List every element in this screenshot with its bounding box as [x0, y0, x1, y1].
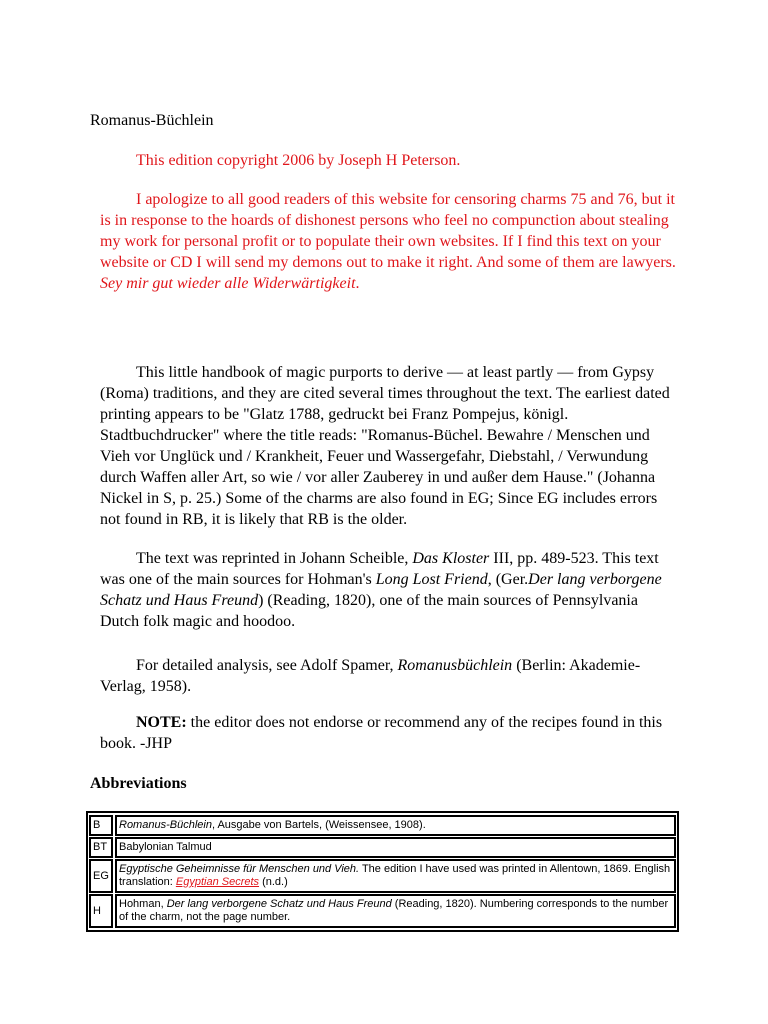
analysis-italic-b: Romanusbüchlein	[397, 657, 513, 674]
abbr-pre: Hohman,	[119, 898, 167, 910]
apology-paragraph	[100, 189, 678, 294]
abbr-italic: Egyptische Geheimnisse für Menschen und Vieh.	[119, 863, 360, 875]
reprint-text-c: III, pp. 489-523. This text was one of the main sources for Hohman's	[100, 550, 659, 588]
reprint-paragraph	[100, 548, 678, 632]
abbr-key: H	[89, 894, 113, 928]
analysis-paragraph	[100, 655, 678, 697]
intro-text: This little handbook of magic purports to derive — at least partly — from Gypsy (Roma) traditions, and they are cited several times throughout the text. The earliest dated printing appears to be "Glatz 1788, gedruckt bei Franz Pompejus, königl. Stadtbuchdrucker" where the title reads: "Romanus-Büchel. Bewahre / Menschen und Vieh vor Unglück und / Krankheit, Feuer und Wassergefahr, Diebstahl, / Verwundung durch Waffen aller Art, so wie / vor aller Zauberey in und außer dem Hause." (Johanna Nickel in S, p. 25.) Some of the charms are also found in EG; Since EG includes errors not found in RB, it is likely that RB is the older.	[100, 364, 670, 528]
reprint-italic-f: Der lang verborgene Schatz und Haus Freund	[100, 571, 662, 609]
abbr-italic: Der lang verborgene Schatz und Haus Freund	[166, 898, 392, 910]
table-row	[89, 894, 676, 928]
intro-paragraph	[100, 362, 678, 530]
abbr-key: EG	[89, 859, 113, 893]
abbr-tail: (n.d.)	[259, 876, 288, 888]
abbr-key: B	[89, 815, 113, 836]
apology-end: .	[355, 275, 360, 292]
abbreviations-table	[86, 811, 679, 932]
reprint-italic-d: Long Lost Friend	[375, 571, 488, 588]
table-row	[89, 837, 676, 858]
analysis-text-a: For detailed analysis, see Adolf Spamer,	[136, 657, 398, 674]
reprint-text-e: , (Ger.	[487, 571, 529, 588]
abbr-text: , Ausgabe von Bartels, (Weissensee, 1908).	[211, 819, 426, 831]
table-row	[89, 859, 676, 893]
abbr-text: Babylonian Talmud	[119, 841, 212, 853]
note-text: the editor does not endorse or recommend any of the recipes found in this book. -JHP	[100, 714, 663, 752]
abbr-text: (Reading, 1820). Numbering corresponds to the number of the charm, not the page number.	[119, 898, 669, 923]
reprint-italic-b: Das Kloster	[412, 550, 490, 567]
abbr-value	[115, 837, 676, 858]
abbreviations-heading: Abbreviations	[90, 775, 187, 792]
note-paragraph	[100, 712, 678, 754]
abbr-key: BT	[89, 837, 113, 858]
analysis-text-c: (Berlin: Akademie-Verlag, 1958).	[100, 657, 641, 695]
abbr-value	[115, 894, 676, 928]
table-row	[89, 815, 676, 836]
egyptian-secrets-link[interactable]: Egyptian Secrets	[175, 876, 260, 888]
reprint-text-a: The text was reprinted in Johann Scheible,	[136, 550, 413, 567]
abbr-value	[115, 815, 676, 836]
abbr-italic: Romanus-Büchlein	[119, 819, 212, 831]
reprint-text-g: ) (Reading, 1820), one of the main sources of Pennsylvania Dutch folk magic and hoodoo.	[100, 592, 638, 630]
copyright-text: This edition copyright 2006 by Joseph H Peterson.	[136, 152, 461, 169]
apology-italic: Sey mir gut wieder alle Widerwärtigkeit	[100, 275, 356, 292]
note-label: NOTE:	[136, 714, 187, 731]
copyright-notice	[100, 150, 678, 171]
page-title: Romanus-Büchlein	[90, 112, 214, 129]
abbr-text: The edition I have used was printed in Allentown, 1869. English translation:	[119, 863, 671, 888]
abbr-value	[115, 859, 676, 893]
apology-text: I apologize to all good readers of this website for censoring charms 75 and 76, but it is in response to the hoards of dishonest persons who feel no compunction about stealing my work for personal profit or to populate their own websites. If I find this text on your website or CD I will send my demons out to make it right. And some of them are lawyers.	[100, 191, 676, 271]
